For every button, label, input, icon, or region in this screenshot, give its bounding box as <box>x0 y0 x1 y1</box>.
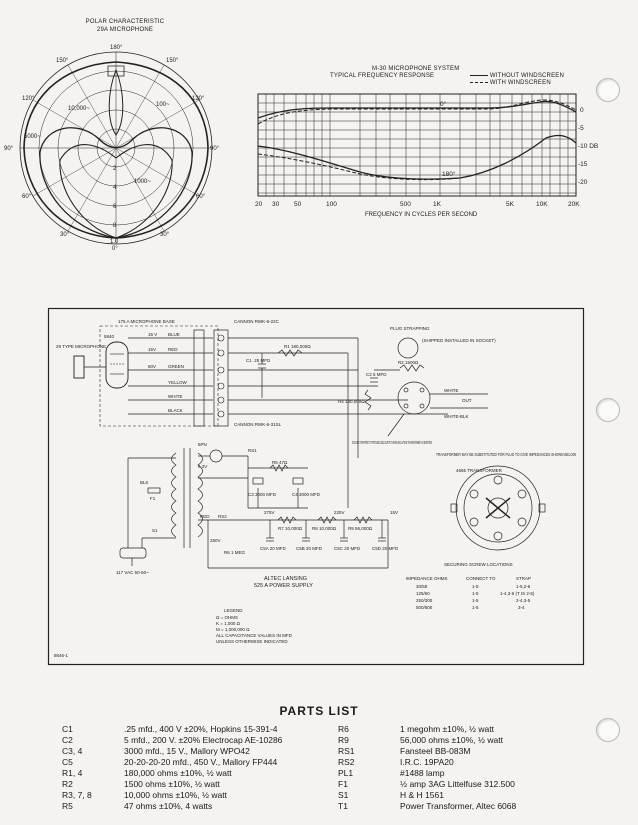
imp-r2-c2: 2-4,3-5 <box>516 598 531 603</box>
polar-chart <box>0 40 240 250</box>
wire-yellow: YELLOW <box>168 380 187 385</box>
polar-angle-120-left: 120° <box>22 96 35 102</box>
y-tick-10: -10 DB <box>578 143 599 150</box>
part-description: ½ amp 3AG Littelfuse 312.500 <box>400 779 515 789</box>
legend-title: LEGEND <box>224 608 243 613</box>
punch-hole-middle <box>596 398 620 422</box>
schematic-diagram <box>48 308 584 666</box>
imp-r2-c0: 250/300 <box>416 598 433 603</box>
legend-line-2: M = 1,000,000 Ω <box>216 627 250 632</box>
freq-xlabel: FREQUENCY IN CYCLES PER SECOND <box>365 212 478 218</box>
out-white: WHITE <box>444 388 459 393</box>
polar-title <box>70 18 180 34</box>
sup-225v: 225V <box>334 510 345 515</box>
legend-line-1: K = 1,000 Ω <box>216 621 241 626</box>
imp-header-2: STRAP <box>516 576 532 581</box>
legend-with: WITH WINDSCREEN <box>489 80 551 86</box>
imp-r0-c0: 30/50 <box>416 584 428 589</box>
freq-chart <box>250 88 600 228</box>
part-designator: R3, 7, 8 <box>62 790 92 800</box>
imp-r3-c1: 1-5 <box>472 605 479 610</box>
wire-green: GREEN <box>168 364 185 369</box>
sch-r4: R4 180,000Ω <box>338 399 365 404</box>
punch-hole-bottom <box>596 718 620 742</box>
parts-list-title: PARTS LIST <box>279 704 359 718</box>
polar-angle-150-right: 150° <box>166 58 179 64</box>
polar-angle-120-right: 120° <box>192 96 205 102</box>
part-description: Power Transformer, Altec 6068 <box>400 801 517 811</box>
imp-header-1: CONNECT TO <box>466 576 496 581</box>
polar-title-line1: POLAR CHARACTERISTIC <box>85 19 165 25</box>
part-designator: R6 <box>338 724 349 734</box>
socket-note: SOCKET STRAPPED TO PROVIDE 150Ω OUTPUT WHEN ISOLATION TRANSFORMER IS INSERTED <box>352 440 433 445</box>
imp-r1-c2: 1-4,3-6 (T IS 2-5) <box>500 591 535 596</box>
polar-tick-4: 4 <box>113 185 117 191</box>
sup-f1: F1 <box>150 496 156 501</box>
part-designator: R9 <box>338 735 349 745</box>
part-designator: C1 <box>62 724 73 734</box>
imp-r3-c0: 500/600 <box>416 605 433 610</box>
sup-red: RED <box>200 514 210 519</box>
wire-15v: 15 V <box>148 332 158 337</box>
imp-r0-c2: 1-5,2-6 <box>516 584 531 589</box>
polar-angle-180: 180° <box>110 45 123 51</box>
part-description: H & H 1561 <box>400 790 444 800</box>
sch-mic-base: 175 A MICROPHONE BASE <box>118 319 175 324</box>
part-description: 56,000 ohms ±10%, ½ watt <box>400 735 503 745</box>
x-tick-50: 50 <box>294 201 302 208</box>
y-tick-5: -5 <box>578 125 584 132</box>
sch-mic-type: 29 TYPE MICROPHONE <box>56 344 107 349</box>
curve-label-0: 0° <box>440 101 447 108</box>
freq-legend <box>470 73 564 87</box>
part-designator: T1 <box>338 801 348 811</box>
part-description: 47 ohms ±10%, 4 watts <box>124 801 213 811</box>
sup-r7: R7 10,000Ω <box>278 526 303 531</box>
sup-c5a: C5A 20 MFD <box>260 546 286 551</box>
plug-strapping: PLUG STRAPPING <box>390 326 430 331</box>
drawing-number: 8646-1 <box>54 653 69 658</box>
legend-line-3: ALL CAPACITANCE VALUES IN MFD <box>216 633 292 638</box>
freq-title-line1: M-30 MICROPHONE SYSTEM <box>372 66 460 72</box>
part-designator: R2 <box>62 779 73 789</box>
out-out: OUT <box>462 398 472 403</box>
polar-tick-10: 1.0 <box>110 239 119 245</box>
imp-r2-c1: 1-5 <box>472 598 479 603</box>
securing-note: SECURING SCREW LOCATIONS <box>444 562 513 567</box>
part-designator: F1 <box>338 779 348 789</box>
polar-tick-8: 8 <box>113 223 117 229</box>
sch-tube: 5840 <box>104 334 115 339</box>
wire-white: WHITE <box>168 394 183 399</box>
part-description: 5 mfd., 200 V. ±20% Electrocap AE-10286 <box>124 735 283 745</box>
part-description: 10,000 ohms ±10%, ½ watt <box>124 790 227 800</box>
part-description: 3000 mfd., 15 V., Mallory WPO42 <box>124 746 250 756</box>
imp-r3-c2: 3-4 <box>518 605 525 610</box>
sup-6pn: 6PN <box>198 442 207 447</box>
curve-label-180: 180° <box>442 171 456 178</box>
polar-angle-60-left: 60° <box>22 194 32 200</box>
x-tick-1k: 1K <box>433 201 441 208</box>
sup-63v: 6.3V <box>198 464 208 469</box>
part-description: 180,000 ohms ±10%, ½ watt <box>124 768 232 778</box>
part-designator: C5 <box>62 757 73 767</box>
sup-c5b: C5B 20 MFD <box>296 546 323 551</box>
sch-r1: R1 180,000Ω <box>284 344 311 349</box>
plug-note: (SHIPPED INSTALLED IN SOCKET) <box>422 338 496 343</box>
part-designator: S1 <box>338 790 349 800</box>
polar-angle-90-left: 90° <box>4 146 14 152</box>
sup-117vac: 117 VAC 50-60~ <box>116 570 149 575</box>
polar-angle-60-right: 60° <box>196 194 206 200</box>
imp-r1-c0: 125/50 <box>416 591 430 596</box>
x-tick-20k: 20K <box>568 201 580 208</box>
freq-title-line2: TYPICAL FREQUENCY RESPONSE <box>330 73 435 79</box>
sup-rs2: RS2 <box>218 514 227 519</box>
part-designator: PL1 <box>338 768 354 778</box>
parts-list-left <box>62 724 322 814</box>
part-description: 1 megohm ±10%, ½ watt <box>400 724 494 734</box>
part-designator: C3, 4 <box>62 746 83 756</box>
part-designator: RS2 <box>338 757 355 767</box>
polar-tick-2: 2 <box>113 166 117 172</box>
out-white-blk: WHITE-BLK <box>444 414 469 419</box>
legend-without: WITHOUT WINDSCREEN <box>489 73 565 79</box>
x-tick-20: 20 <box>255 201 263 208</box>
x-tick-10k: 10K <box>536 201 548 208</box>
sup-c5d: C5D 20 MFD <box>372 546 399 551</box>
part-description: 20-20-20-20 mfd., 450 V., Mallory FP444 <box>124 757 278 767</box>
sup-275v: 275V <box>264 510 275 515</box>
wire-15v-b: 15V <box>148 347 157 352</box>
sup-r9: R9 56,000Ω <box>348 526 373 531</box>
part-designator: RS1 <box>338 746 355 756</box>
part-description: #1488 lamp <box>400 768 445 778</box>
imp-r0-c1: 1-5 <box>472 584 479 589</box>
y-tick-20: -20 <box>578 179 588 186</box>
x-tick-500: 500 <box>400 201 411 208</box>
part-description: I.R.C. 19PA20 <box>400 757 454 767</box>
sup-r8: R8 10,000Ω <box>312 526 337 531</box>
supply-title1: ALTEC LANSING <box>264 576 307 582</box>
polar-freq-1000: 1000~ <box>134 179 151 185</box>
x-tick-30: 30 <box>272 201 280 208</box>
sch-cannon-bottom: CANNON RWK-6-31SL <box>234 422 282 427</box>
polar-freq-5000: 5000~ <box>24 134 41 140</box>
polar-angle-0: 0° <box>112 246 118 252</box>
sup-c4: C4 3000 MFD <box>292 492 321 497</box>
polar-freq-100: 100~ <box>156 102 170 108</box>
part-description: .25 mfd., 400 V ±20%, Hopkins 15-391-4 <box>124 724 278 734</box>
sch-c2: C2 5 MFD <box>366 372 387 377</box>
sup-c3: C3 3000 MFD <box>248 492 277 497</box>
wire-blue: BLUE <box>168 332 180 337</box>
wire-red: RED <box>168 347 178 352</box>
part-description: 1500 ohms ±10%, ½ watt <box>124 779 220 789</box>
sup-250v: 250V <box>210 538 221 543</box>
sup-c5c: C5C 20 MFD <box>334 546 361 551</box>
wire-60v: 60V <box>148 364 157 369</box>
part-designator: C2 <box>62 735 73 745</box>
sup-s1: S1 <box>152 528 158 533</box>
x-tick-5k: 5K <box>506 201 514 208</box>
imp-r1-c1: 1-5 <box>472 591 479 596</box>
legend-line-4: UNLESS OTHERWISE INDICATED <box>216 639 288 644</box>
x-tick-100: 100 <box>326 201 337 208</box>
sch-cannon-top: CANNON RWK-6-22C <box>234 319 279 324</box>
freq-title <box>330 66 459 80</box>
sup-blk: BLK <box>140 480 149 485</box>
polar-tick-6: 6 <box>113 204 117 210</box>
part-description: Fansteel BB-083M <box>400 746 471 756</box>
polar-freq-10000: 10,000~ <box>68 106 90 112</box>
imp-header-0: IMPEDANCE OHMS <box>406 576 448 581</box>
polar-angle-30-right: 30° <box>160 232 170 238</box>
polar-angle-90-right: 90° <box>210 146 220 152</box>
transformer-note: TRANSFORMER MAY BE SUBSTITUTED FOR PLUG TO GIVE IMPEDANCES SHOWN BELOW <box>436 452 577 457</box>
sup-rs1: RS1 <box>248 448 257 453</box>
y-tick-15: -15 <box>578 161 588 168</box>
parts-list-right <box>338 724 578 814</box>
y-tick-0: 0 <box>580 107 584 114</box>
wire-black: BLACK <box>168 408 183 413</box>
sch-r2: R2 1500Ω <box>398 360 419 365</box>
polar-angle-30-left: 30° <box>60 232 70 238</box>
polar-title-line2: 29A MICROPHONE <box>96 27 154 33</box>
supply-title2: 525 A POWER SUPPLY <box>254 583 313 589</box>
sch-c1: C1 .25 MFD <box>246 358 271 363</box>
part-designator: R1, 4 <box>62 768 83 778</box>
legend-line-0: Ω = OHMS <box>216 615 238 620</box>
polar-angle-150-left: 150° <box>56 58 69 64</box>
part-designator: R5 <box>62 801 73 811</box>
sup-r5: R5 47Ω <box>272 460 288 465</box>
sup-15v: 15V <box>390 510 399 515</box>
transformer-name: 4665 TRANSFORMER <box>456 468 502 473</box>
sup-r6: R6 1 MEG <box>224 550 246 555</box>
